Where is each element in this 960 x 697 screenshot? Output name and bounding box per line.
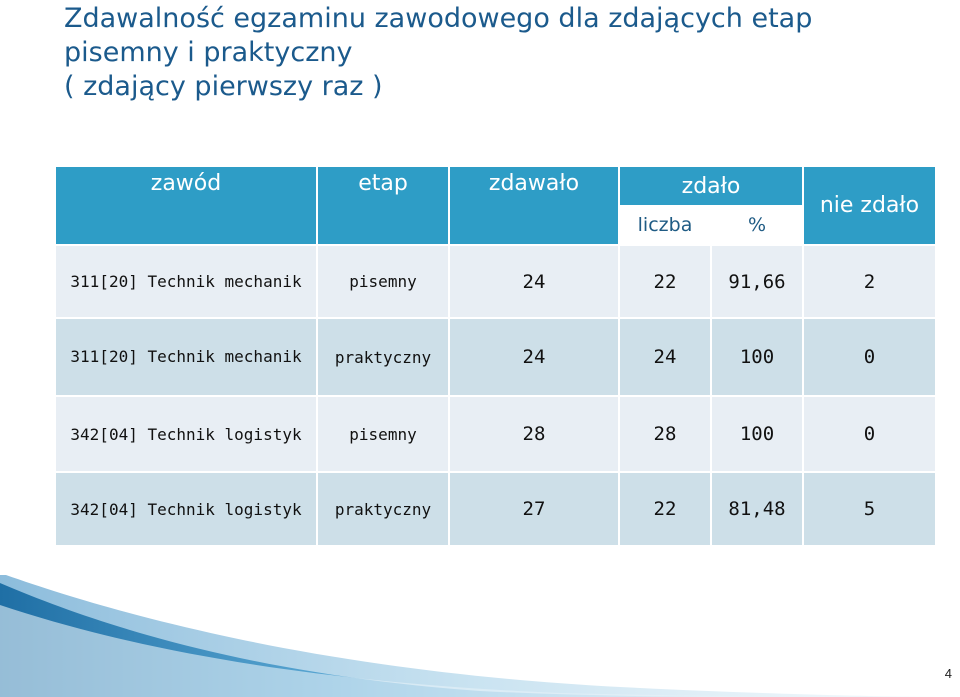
row-3-zdawalo: 28	[450, 397, 618, 471]
decorative-wave	[0, 575, 960, 697]
header-zdalo: zdało	[620, 167, 802, 205]
row-2-liczba: 24	[620, 319, 710, 395]
title-line-2: pisemny i praktyczny	[64, 37, 353, 68]
row-3-procent: 100	[712, 397, 802, 471]
row-2-zdawalo: 24	[450, 319, 618, 395]
header-zdawalo: zdawało	[450, 167, 618, 244]
row-2-etap: praktyczny	[318, 319, 448, 395]
row-4-nie-zdalo: 5	[804, 473, 935, 545]
header-zawod: zawód	[56, 167, 316, 244]
row-3-etap: pisemny	[318, 397, 448, 471]
row-1-zawod: 311[20] Technik mechanik	[56, 246, 316, 317]
title-line-3: ( zdający pierwszy raz )	[64, 71, 383, 102]
row-2-zawod: 311[20] Technik mechanik	[56, 319, 316, 395]
page-number: 4	[944, 666, 952, 681]
title-line-1: Zdawalność egzaminu zawodowego dla zdających etap	[64, 3, 813, 34]
header-zdalo-liczba: liczba	[620, 207, 710, 242]
row-4-procent: 81,48	[712, 473, 802, 545]
row-1-nie-zdalo: 2	[804, 246, 935, 317]
row-2-nie-zdalo: 0	[804, 319, 935, 395]
row-4-etap: praktyczny	[318, 473, 448, 545]
row-1-etap: pisemny	[318, 246, 448, 317]
row-1-procent: 91,66	[712, 246, 802, 317]
row-4-zdawalo: 27	[450, 473, 618, 545]
row-4-liczba: 22	[620, 473, 710, 545]
row-3-liczba: 28	[620, 397, 710, 471]
row-1-zdawalo: 24	[450, 246, 618, 317]
header-nie-zdalo: nie zdało	[804, 167, 935, 244]
row-3-zawod: 342[04] Technik logistyk	[56, 397, 316, 471]
row-1-liczba: 22	[620, 246, 710, 317]
header-etap: etap	[318, 167, 448, 244]
slide-title	[64, 2, 944, 104]
row-3-nie-zdalo: 0	[804, 397, 935, 471]
row-4-zawod: 342[04] Technik logistyk	[56, 473, 316, 545]
header-zdalo-procent: %	[712, 207, 802, 242]
results-table	[56, 167, 935, 545]
row-2-procent: 100	[712, 319, 802, 395]
